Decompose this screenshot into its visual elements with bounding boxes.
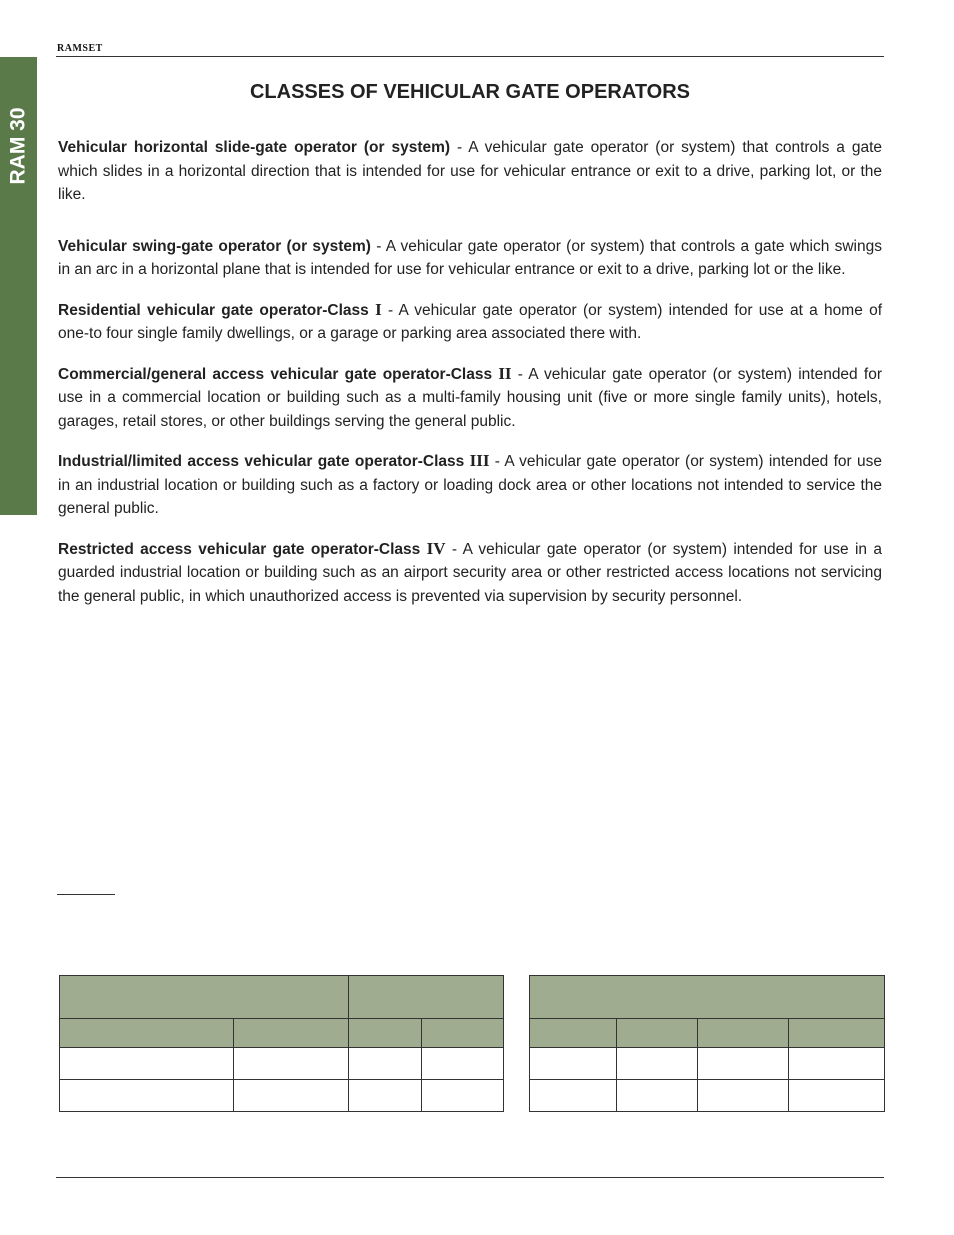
table-cell (60, 1080, 234, 1112)
table-cell (349, 1048, 422, 1080)
table-header-row (60, 976, 504, 1019)
definition-class-4 (58, 537, 882, 609)
table-cell (698, 1080, 789, 1112)
definition-term: Restricted access vehicular gate operator-Class (58, 540, 427, 558)
side-tab-text: RAM 30 (7, 107, 30, 185)
class-numeral: III (469, 451, 490, 470)
definition-term: Vehicular swing-gate operator (or system) (58, 237, 371, 255)
definition-term: Vehicular horizontal slide-gate operator (or system) (58, 139, 451, 156)
table-subheader-row (530, 1019, 885, 1048)
table-header-row (530, 976, 885, 1019)
definition-slide-gate (58, 136, 882, 207)
definition-text: - A vehicular gate operator (or system) that controls a gate which swings in an arc in a horizontal plane that is intended for use for vehicular entrance or exit to a drive, parking lot or the like. (58, 237, 882, 278)
class-numeral: I (375, 299, 382, 319)
table-row (530, 1080, 885, 1112)
page-title: CLASSES OF VEHICULAR GATE OPERATORS (249, 81, 691, 103)
class-numeral: II (498, 363, 512, 383)
table-cell (698, 1048, 789, 1080)
table-header-cell (349, 976, 504, 1019)
definition-class-1 (58, 298, 882, 346)
table-cell (234, 1048, 349, 1080)
definition-text: - A vehicular gate operator (or system) intended for use in an industrial location or building such as a factory or loading dock area or other locations not intended to service the general public. (58, 453, 882, 517)
table-header-cell (234, 1019, 349, 1048)
table-subheader-row (60, 1019, 504, 1048)
definition-swing-gate (58, 235, 882, 282)
definition-text: - A vehicular gate operator (or system) intended for use at a home of one-to four single family dwellings, or a garage or parking area associated there with. (58, 301, 883, 342)
header-divider (56, 56, 884, 57)
definition-term: Industrial/limited access vehicular gate operator-Class (58, 453, 470, 470)
table-cell (617, 1048, 698, 1080)
table-cell (789, 1048, 885, 1080)
definitions-list (58, 136, 882, 608)
table-cell (422, 1080, 504, 1112)
table-cell (60, 1048, 234, 1080)
definition-term: Commercial/general access vehicular gate operator-Class (58, 365, 499, 383)
table-cell (234, 1080, 349, 1112)
table-cell (422, 1048, 504, 1080)
table-cell (349, 1080, 422, 1112)
footnote-divider (57, 894, 115, 895)
class-numeral: IV (426, 538, 446, 558)
table-cell (530, 1048, 617, 1080)
footer-divider (56, 1177, 884, 1178)
definition-text: - A vehicular gate operator (or system) intended for use in a commercial location or building such as a multi-family housing unit (five or more single family units), hotels, garages, retail stores, or other buildings serving the general public. (58, 365, 882, 430)
table-header-cell (698, 1019, 789, 1048)
definition-text: - A vehicular gate operator (or system) that controls a gate which slides in a horizontal direction that is intended for use for vehicular entrance or exit to a drive, parking lot, or the like. (58, 139, 882, 203)
right-table (529, 975, 885, 1112)
definition-class-3 (58, 449, 882, 521)
table-cell (530, 1080, 617, 1112)
table-header-cell (60, 1019, 234, 1048)
table-header-cell (422, 1019, 504, 1048)
table-row (60, 1080, 504, 1112)
left-table (59, 975, 504, 1112)
table-cell (789, 1080, 885, 1112)
table-header-cell (617, 1019, 698, 1048)
table-header-cell (60, 976, 349, 1019)
definition-class-2 (58, 362, 882, 434)
table-header-cell (349, 1019, 422, 1048)
table-header-cell (530, 1019, 617, 1048)
definition-text: - A vehicular gate operator (or system) intended for use in a guarded industrial location or building such as an airport security area or other restricted access locations not servicing the general public, in which unauthorized access is prevented via supervision by security personnel. (58, 540, 883, 605)
definition-term: Residential vehicular gate operator-Class (58, 301, 376, 319)
table-row (60, 1048, 504, 1080)
table-cell (617, 1080, 698, 1112)
table-header-cell (530, 976, 885, 1019)
table-header-cell (789, 1019, 885, 1048)
table-row (530, 1048, 885, 1080)
brand-name: RAMSET (57, 43, 103, 54)
